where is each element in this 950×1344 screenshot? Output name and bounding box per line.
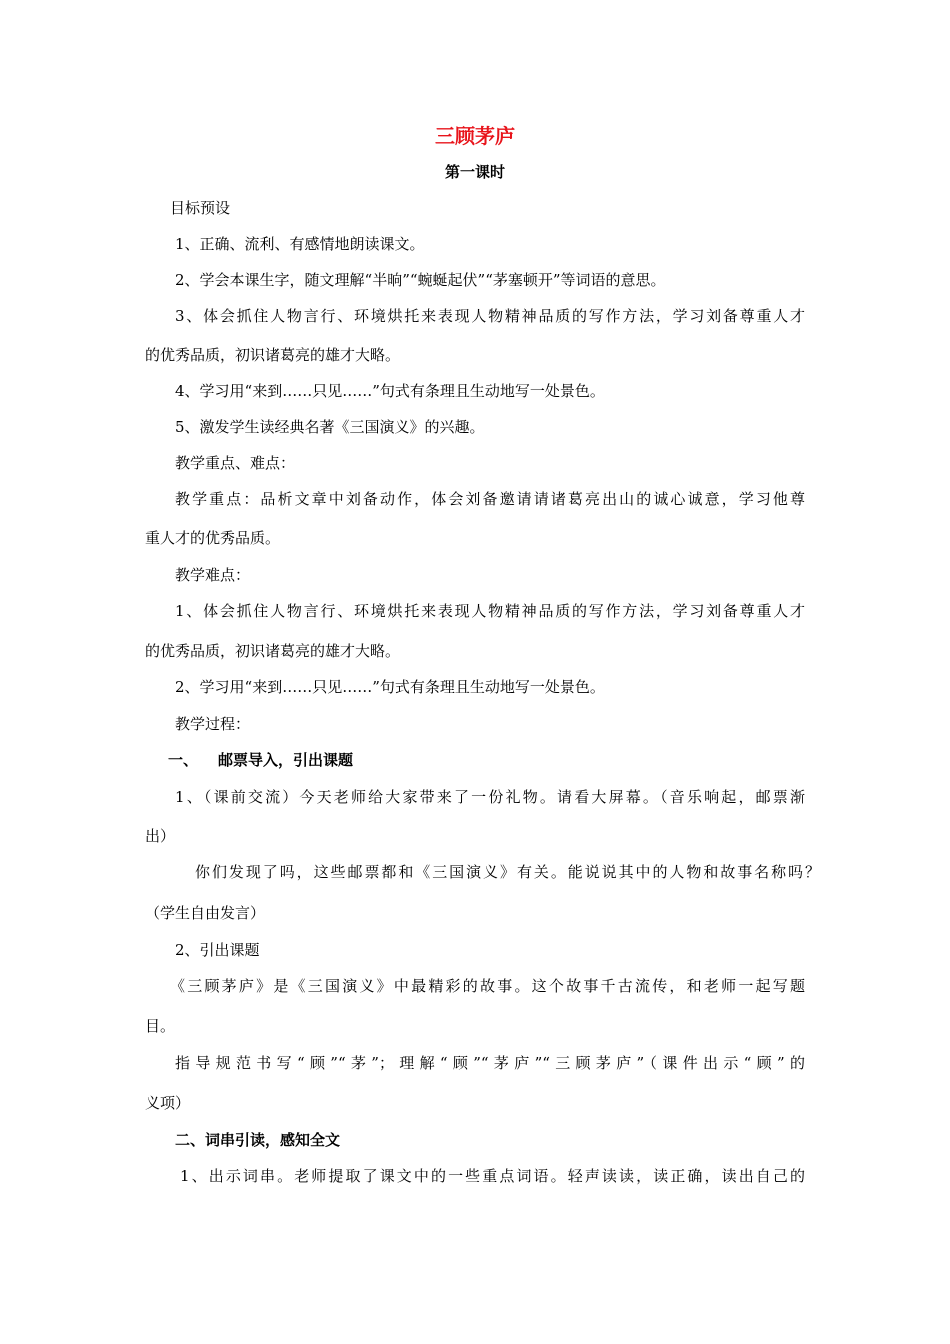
s1-para-1-line-1: 1、（课前交流）今天老师给大家带来了一份礼物。请看大屏幕。（音乐响起，邮票渐 [175,788,805,806]
s1-para-4-line-2: 目。 [145,1017,176,1035]
section-1-number: 一、 [168,751,199,769]
goal-5: 5、激发学生读经典名著《三国演义》的兴趣。 [175,418,485,436]
s1-para-1-line-2: 出） [145,827,176,845]
s1-para-5-line-1: 指导规范书写“顾”“茅”；理解“顾”“茅庐”“三顾茅庐”（课件出示“顾”的 [175,1054,805,1072]
key-point-line-1: 教学重点：品析文章中刘备动作，体会刘备邀请请诸葛亮出山的诚心诚意，学习他尊 [175,490,805,508]
s1-para-2-line-1: 你们发现了吗，这些邮票都和《三国演义》有关。能说说其中的人物和故事名称吗？ [195,863,820,881]
goal-4: 4、学习用“来到……只见……”句式有条理且生动地写一处景色。 [175,382,605,400]
difficult-1-line-2: 的优秀品质，初识诸葛亮的雄才大略。 [145,642,401,660]
difficult-2: 2、学习用“来到……只见……”句式有条理且生动地写一处景色。 [175,678,605,696]
goal-2: 2、学会本课生字，随文理解“半晌”“蜿蜒起伏”“茅塞顿开”等词语的意思。 [175,271,666,289]
s2-para-1: 1、出示词串。老师提取了课文中的一些重点词语。轻声读读，读正确，读出自己的 [180,1167,805,1185]
goals-heading: 目标预设 [170,199,231,217]
key-difficult-heading: 教学重点、难点： [175,454,296,472]
s1-para-3: 2、引出课题 [175,941,260,959]
difficult-heading: 教学难点： [175,566,251,584]
s1-para-5-line-2: 义项） [145,1094,191,1112]
document-title: 三顾茅庐 [435,124,515,148]
goal-3-line-2: 的优秀品质，初识诸葛亮的雄才大略。 [145,346,401,364]
section-1-title: 邮票导入，引出课题 [218,751,354,769]
lesson-subtitle: 第一课时 [444,163,505,181]
difficult-1-line-1: 1、体会抓住人物言行、环境烘托来表现人物精神品质的写作方法，学习刘备尊重人才 [175,602,805,620]
key-point-line-2: 重人才的优秀品质。 [145,529,281,547]
process-heading: 教学过程： [175,715,251,733]
goal-3-line-1: 3、体会抓住人物言行、环境烘托来表现人物精神品质的写作方法，学习刘备尊重人才 [175,307,805,325]
s1-para-4-line-1: 《三顾茅庐》是《三国演义》中最精彩的故事。这个故事千古流传，和老师一起写题 [170,977,805,995]
goal-1: 1、正确、流利、有感情地朗读课文。 [175,235,425,253]
section-2-title: 二、词串引读，感知全文 [175,1131,341,1149]
s1-para-2-line-2: （学生自由发言） [145,904,266,922]
